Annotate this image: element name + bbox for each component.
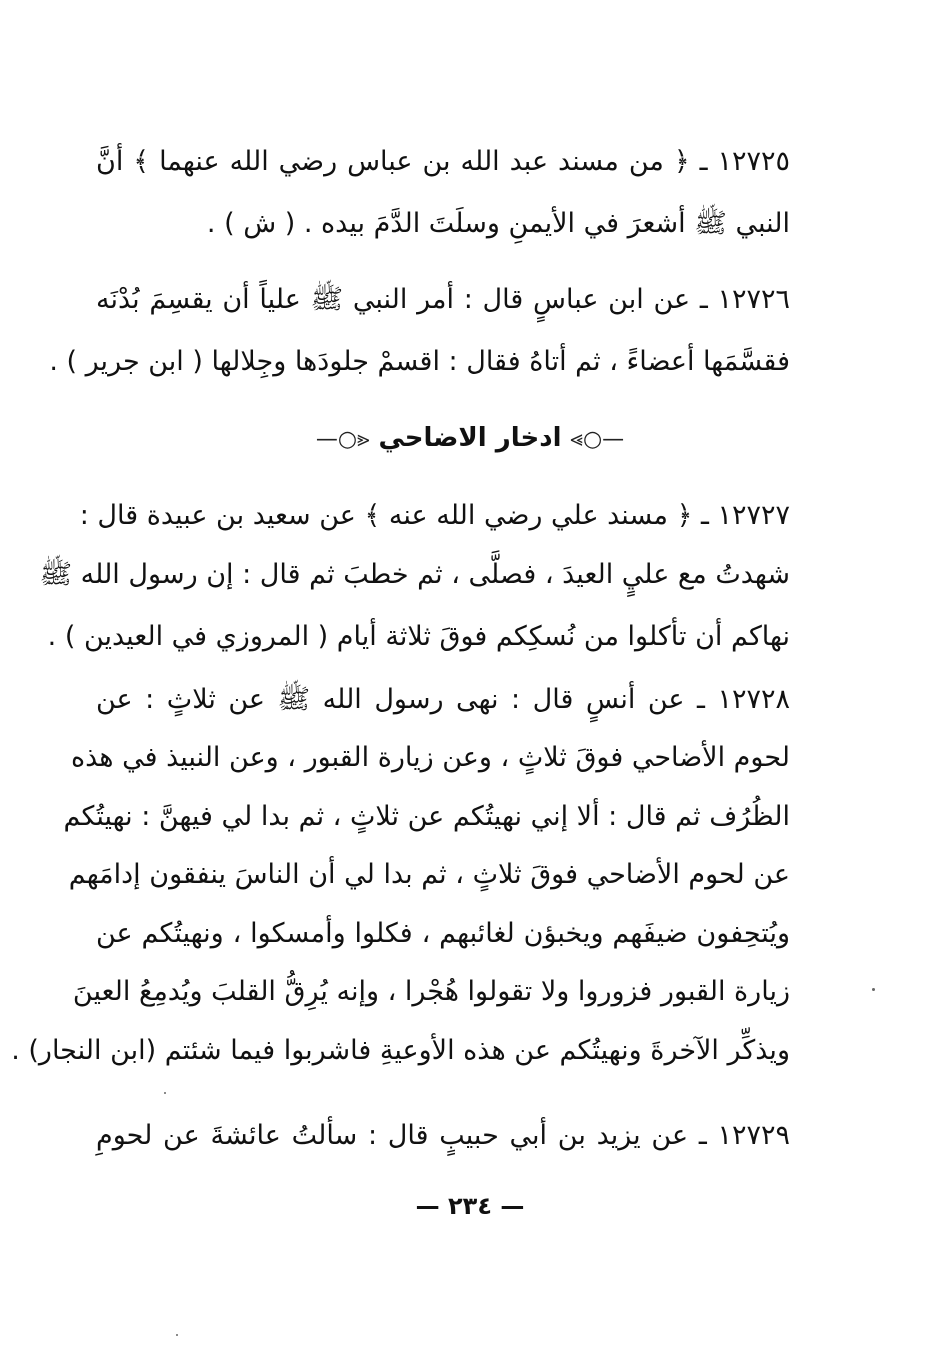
- heading-ornament-right: —○⪢: [570, 427, 625, 452]
- section-heading: [0, 416, 940, 460]
- text-line-hadith-12728-5: ويُتحِفون ضيفَهم ويخبؤن لغائبهم ، فكلوا وأمسكوا ، ونهيتُكم عن: [96, 918, 790, 949]
- scan-speck: [164, 1092, 166, 1094]
- text-line-hadith-12727-1: ١٢٧٢٧ ـ ﴿ مسند علي رضي الله عنه ﴾ عن سعيد بن عبيدة قال :: [79, 500, 790, 531]
- text-line-hadith-12727-3: نهاكم أن تأكلوا من نُسكِكم فوقَ ثلاثة أيام ( المروزي في العيدين ) .: [47, 621, 790, 652]
- section-heading-title: ادخار الاضاحي: [378, 423, 562, 453]
- page-number: — ٢٣٤ —: [415, 1192, 525, 1220]
- text-line-hadith-12728-3: الظُرُف ثم قال : ألا إني نهيتُكم عن ثلاثٍ ، ثم بدا لي فيهنَّ : نهيتُكم: [63, 801, 790, 832]
- heading-ornament-left: ⪡○—: [315, 427, 370, 452]
- text-line-hadith-12725-2: النبي ﷺ أشعرَ في الأيمنِ وسلَتَ الدَّمَ بيده . ( ش ) .: [206, 208, 790, 239]
- text-line-hadith-12728-2: لحوم الأضاحي فوقَ ثلاثٍ ، وعن زيارة القبور ، وعن النبيذ في هذه: [70, 742, 790, 773]
- text-line-hadith-12728-1: ١٢٧٢٨ ـ عن أنسٍ قال : نهى رسول الله ﷺ عن ثلاثٍ : عن: [96, 684, 790, 715]
- scan-speck: [872, 988, 875, 991]
- text-line-hadith-12728-4: عن لحوم الأضاحي فوقَ ثلاثٍ ، ثم بدا لي أن الناسَ ينفقون إدامَهم: [68, 859, 790, 890]
- scan-speck: [176, 1334, 178, 1336]
- text-line-hadith-12728-6: زيارة القبور فزوروا ولا تقولوا هُجْرا ، وإنه يُرِقُّ القلبَ ويُدمِعُ العينَ: [72, 976, 790, 1007]
- text-line-hadith-12728-7: ويذكِّر الآخرةَ ونهيتُكم عن هذه الأوعيةِ فاشربوا فيما شئتم (ابن النجار) .: [11, 1035, 790, 1066]
- text-line-hadith-12729-1: ١٢٧٢٩ ـ عن يزيد بن أبي حبيبٍ قال : سألتُ عائشةَ عن لحومِ: [96, 1120, 790, 1151]
- text-line-hadith-12726-1: ١٢٧٢٦ ـ عن ابن عباسٍ قال : أمر النبي ﷺ علياً أن يقسِمَ بُدْنَه: [96, 284, 790, 315]
- text-line-hadith-12727-2: شهدتُ مع عليٍ العيدَ ، فصلَّى ، ثم خطبَ ثم قال : إن رسول الله ﷺ: [39, 559, 790, 590]
- text-line-hadith-12725-1: ١٢٧٢٥ ـ ﴿ من مسند عبد الله بن عباس رضي الله عنهما ﴾ أنَّ: [96, 146, 790, 177]
- text-line-hadith-12726-2: فقسَّمَها أعضاءً ، ثم أتاهُ فقال : اقسمْ جلودَها وجِلالها ( ابن جرير ) .: [49, 346, 790, 377]
